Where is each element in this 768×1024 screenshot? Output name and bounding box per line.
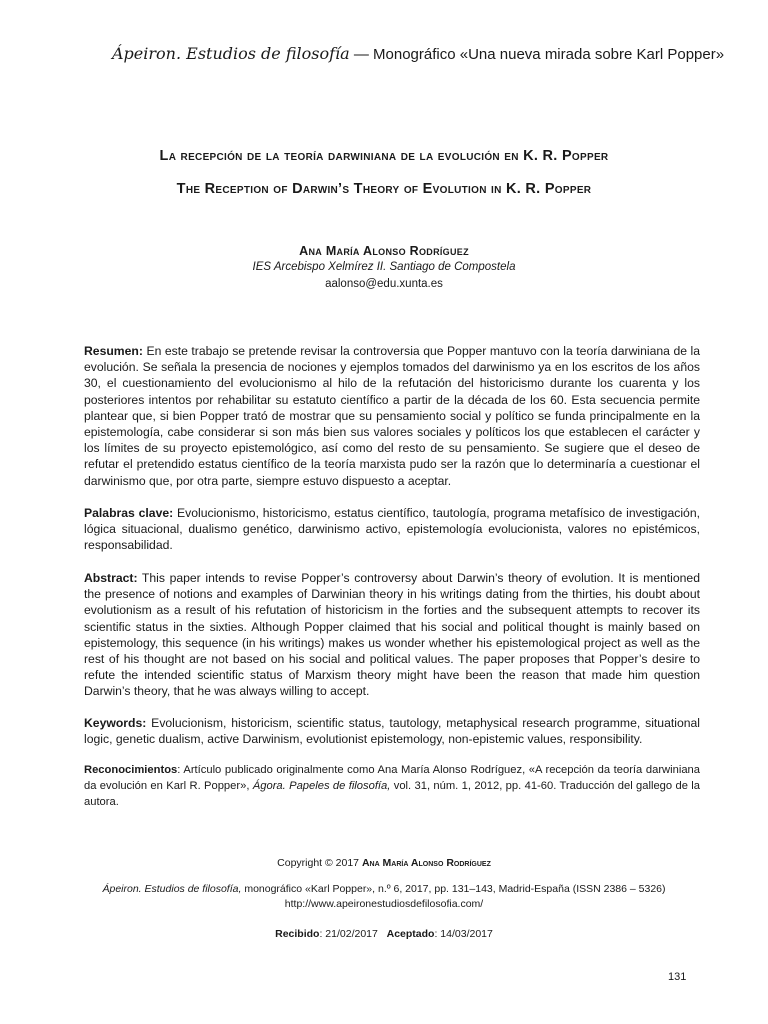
dates-line: [0, 928, 768, 940]
author-name: Ana María Alonso Rodríguez: [299, 244, 469, 258]
copyright-line: [0, 857, 768, 869]
keywords-label: Keywords:: [84, 716, 147, 730]
copyright-prefix: Copyright © 2017: [277, 857, 362, 869]
reconocimientos-journal: Ágora. Papeles de filosofía,: [252, 780, 391, 792]
reconocimientos-paragraph: [84, 762, 700, 810]
abstract-paragraph: [84, 570, 700, 700]
title-spanish: La recepción de la teoría darwiniana de la evolución en K. R. Popper: [159, 148, 609, 164]
abstract-label: Abstract:: [84, 571, 138, 585]
reconocimientos-label: Reconocimientos: [84, 764, 178, 776]
citation-text: monográfico «Karl Popper», n.º 6, 2017, pp. 131–143, Madrid-España (ISSN 2386 – 5326): [241, 883, 666, 895]
author-affiliation: IES Arcebispo Xelmírez II. Santiago de Compostela: [252, 261, 516, 273]
title-english: The Reception of Darwin’s Theory of Evolution in K. R. Popper: [176, 181, 592, 197]
resumen-text: En este trabajo se pretende revisar la controversia que Popper mantuvo con la teoría darwiniana de la evolución. Se señala la presencia de nociones y ejemplos tomados del darwinismo ya en los escritos de los años 30, el cuestionamiento del evolucionismo al hilo de la refutación del historicismo durante los cuarenta y los posteriores intentos por rehabilitar su estatuto científico a partir de la década de los 60. Esta secuencia permite plantear que, si bien Popper trató de mostrar que su pensamiento social y político se funda principalmente en la epistemología, cabe considerar si son más bien sus valores sociales y políticos los que establecen el carácter y los límites de su proyecto epistemológico, así como del resto de su pensamiento. Se sugiere que el deseo de refutar el pretendido estatus científico de la teoría marxista pudo ser la razón que lo determinaría a cuestionar el darwinismo que, por otra parte, siempre estuvo dispuesto a aceptar.: [84, 344, 700, 488]
page-number: 131: [668, 971, 687, 983]
reconocimientos-post: vol. 31, núm. 1, 2012, pp. 41-60. Traducción del gallego de la autora.: [84, 780, 700, 808]
recibido-date: : 21/02/2017: [319, 928, 378, 940]
author-email: aalonso@edu.xunta.es: [325, 278, 443, 290]
palabras-clave-text: Evolucionismo, historicismo, estatus científico, tautología, programa metafísico de investigación, lógica situacional, dualismo genético, darwinismo activo, epistemología evolucionista, valores no epistémicos, responsabilidad.: [84, 506, 700, 553]
resumen-label: Resumen:: [84, 344, 143, 358]
recibido-label: Recibido: [275, 928, 320, 940]
keywords-paragraph: [84, 715, 700, 747]
palabras-clave-label: Palabras clave:: [84, 506, 174, 520]
header-journal: Ápeiron. Estudios de filosofía: [112, 44, 350, 63]
header-monograph: — Monográfico «Una nueva mirada sobre Karl Popper»: [349, 46, 725, 63]
aceptado-date: : 14/03/2017: [434, 928, 493, 940]
palabras-clave-paragraph: [84, 505, 700, 554]
journal-url[interactable]: http://www.apeironestudiosdefilosofia.com/: [284, 898, 484, 910]
keywords-text: Evolucionism, historicism, scientific status, tautology, metaphysical research programme, situational logic, genetic dualism, active Darwinism, evolutionist epistemology, non-epistemic values, responsibility.: [84, 716, 700, 747]
resumen-paragraph: [84, 343, 700, 489]
copyright-name: Ana María Alonso Rodríguez: [361, 857, 491, 869]
aceptado-label: Aceptado: [386, 928, 435, 940]
reconocimientos-pre: : Artículo publicado originalmente como Ana María Alonso Rodríguez, «A recepción da teoría darwiniana da evolución en Karl R. Popper»,: [84, 764, 700, 792]
abstract-text: This paper intends to revise Popper’s controversy about Darwin’s theory of evolution. It is mentioned the presence of notions and examples of Darwinian theory in his writings dating from the thirties, his doubt about evolutionism as a result of his refutation of historicism in the forties and the subsequent attempts to recover its scientific status in the sixties. Although Popper claimed that his social and political thought is mainly based on epistemology, this sequence (in his writings) makes us wonder whether his epistemological project as well as the rest of his thought are not based on his social and political values. The paper proposes that Popper’s desire to refute the intended scientific status of Marxism theory might have been the reason that made him question Darwin’s theory, that he was always willing to accept.: [84, 571, 700, 699]
running-header: [112, 44, 724, 63]
citation-line: [0, 883, 768, 895]
citation-journal: Ápeiron. Estudios de filosofía,: [102, 883, 242, 895]
